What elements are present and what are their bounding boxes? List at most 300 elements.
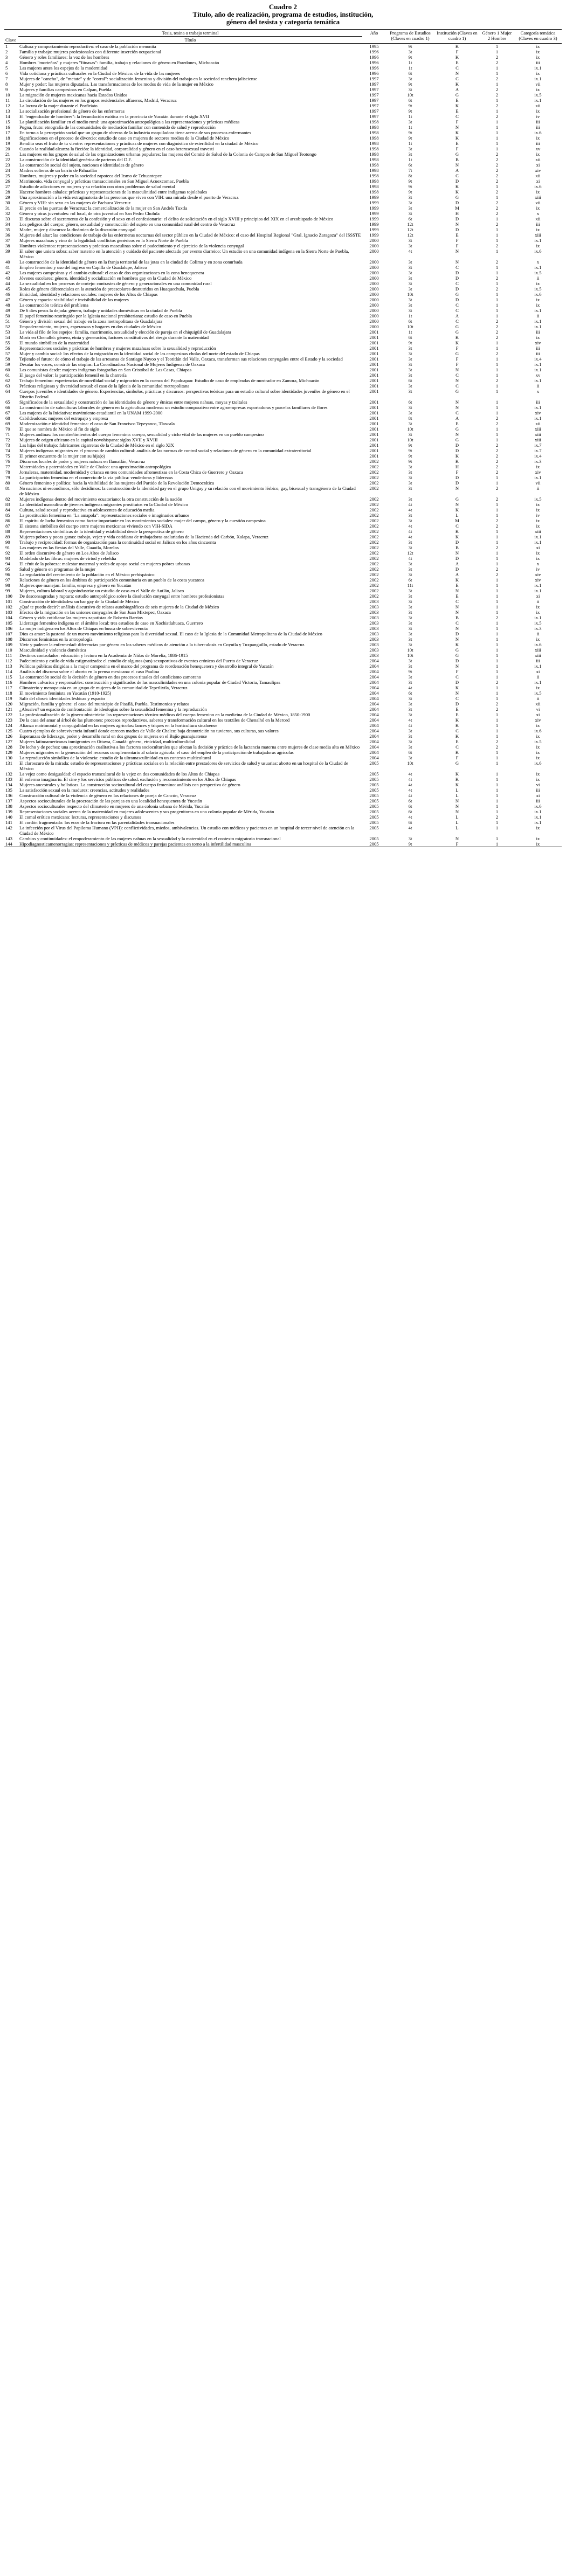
cell-institucion: K bbox=[455, 777, 459, 782]
table-body bbox=[4, 44, 562, 847]
table-row bbox=[4, 119, 562, 124]
cell-genero: 1 bbox=[495, 367, 499, 372]
cell-programa: 6t bbox=[408, 399, 412, 405]
cell-anio: 2004 bbox=[369, 701, 379, 707]
cell-anio: 1998 bbox=[369, 119, 379, 124]
cell-clave: 102 bbox=[5, 604, 12, 610]
table-row bbox=[4, 469, 562, 475]
cell-programa: 12t bbox=[407, 550, 413, 556]
cell-institucion: K bbox=[455, 529, 459, 534]
cell-clave: 88 bbox=[5, 529, 10, 534]
cell-clave: 78 bbox=[5, 469, 10, 475]
cell-institucion: N bbox=[455, 486, 459, 491]
cell-clave: 66 bbox=[5, 405, 10, 410]
table-row bbox=[4, 362, 562, 367]
cell-clave: 50 bbox=[5, 313, 10, 318]
cell-genero: 2 bbox=[495, 486, 499, 491]
cell-anio: 1998 bbox=[369, 135, 379, 141]
cell-programa: 9t bbox=[408, 81, 412, 87]
cell-clave: 97 bbox=[5, 577, 10, 583]
cell-anio: 2002 bbox=[369, 556, 379, 561]
cell-titulo: Morir en Chenalhó: género, etnia y generación, factores constitutivos del riesgo durante la maternidad bbox=[19, 335, 209, 340]
cell-clave: 105 bbox=[5, 620, 12, 626]
cell-titulo: Empleo femenino y uso del ingreso en Capilla de Guadalupe, Jalisco bbox=[19, 265, 147, 270]
cell-programa: 3t bbox=[408, 588, 412, 593]
header-anio: Año bbox=[362, 30, 386, 44]
cell-programa: 9t bbox=[386, 841, 434, 847]
cell-genero: 2 bbox=[495, 680, 499, 685]
cell-genero: 2 bbox=[495, 168, 499, 173]
cell-titulo: Hombres "morteños" y mujeres "fitnasas": familia, trabajo y relaciones de género en Paredones, Michoacán bbox=[19, 60, 219, 65]
cell-anio: 1999 bbox=[369, 221, 379, 227]
cell-institucion: N bbox=[455, 259, 459, 265]
cell-categoria: ix.6 bbox=[534, 760, 542, 766]
cell-anio: 1998 bbox=[369, 178, 379, 184]
cell-institucion: K bbox=[455, 54, 459, 60]
cell-categoria: ix.4 bbox=[534, 453, 542, 459]
cell-anio: 2003 bbox=[369, 599, 379, 604]
table-row bbox=[4, 448, 562, 453]
cell-titulo: De lecho y de pechos: una aproximación cualitativa a los factores socioculturales que afectan la decisión y práctica de la lactancia materna entre mujeres de clase media alta en México bbox=[19, 744, 360, 750]
table-row bbox=[4, 750, 562, 755]
cell-anio: 2001 bbox=[369, 399, 379, 405]
cell-clave: 40 bbox=[5, 259, 10, 265]
cell-institucion: L bbox=[455, 513, 459, 518]
cell-titulo: Cabildeadoras: mujeres del estropajo y empresa bbox=[19, 416, 108, 421]
cell-clave: 123 bbox=[5, 717, 12, 723]
cell-genero: 1 bbox=[495, 626, 499, 631]
cell-clave: 61 bbox=[5, 372, 10, 378]
cell-clave: 3 bbox=[5, 54, 8, 60]
cell-genero: 1 bbox=[495, 98, 499, 103]
table-row bbox=[4, 286, 562, 292]
cell-genero: 1 bbox=[495, 146, 499, 151]
cell-clave: 41 bbox=[5, 265, 10, 270]
cell-anio: 2002 bbox=[369, 529, 379, 534]
cell-programa: 7t bbox=[408, 168, 412, 173]
cell-genero: 2 bbox=[495, 87, 499, 92]
cell-institucion: F bbox=[455, 49, 459, 54]
cell-programa: 9t bbox=[408, 453, 412, 459]
cell-categoria: ii bbox=[536, 599, 540, 604]
table-row bbox=[4, 453, 562, 459]
cell-institucion: M bbox=[455, 518, 459, 523]
cell-programa: 1t bbox=[408, 60, 412, 65]
cell-institucion: K bbox=[455, 750, 459, 755]
cell-institucion: A bbox=[455, 168, 459, 173]
table-row bbox=[4, 610, 562, 615]
cell-programa: 4t bbox=[408, 523, 412, 529]
cell-genero: 1 bbox=[495, 636, 499, 642]
cell-anio: 2002 bbox=[369, 518, 379, 523]
cell-genero: 1 bbox=[495, 81, 499, 87]
cell-titulo: Construcción cultural de la violencia de género en las relaciones de pareja de Cancún, Veracruz bbox=[19, 793, 196, 798]
table-row bbox=[4, 825, 562, 836]
table-row bbox=[4, 496, 562, 502]
cell-programa: 3t bbox=[408, 297, 412, 302]
cell-titulo: El movimiento feminista en Yucatán (1910-1925) bbox=[19, 690, 112, 696]
cell-titulo: Mujeres que manejan: familia, empresa y género en Yucatán bbox=[19, 583, 132, 588]
cell-institucion: N bbox=[455, 610, 459, 615]
cell-titulo: Mujeres mazahuas y vino de la legalidad: conflictos genéricos en la Sierra Norte de Puebla bbox=[19, 238, 188, 243]
cell-titulo: El discurso sobre el sacramento de la confesión y el sexo en el confesionario: el delito de solicitación en el siglo XVIII y principios del XIX en el arzobispado de México bbox=[19, 216, 334, 221]
cell-programa: 3t bbox=[408, 636, 412, 642]
cell-clave: 109 bbox=[5, 642, 12, 647]
table-row bbox=[4, 195, 562, 200]
cell-institucion: K bbox=[455, 103, 459, 108]
cell-titulo: Cultura, salud sexual y reproductiva en adolescentes de educación media bbox=[19, 507, 155, 513]
cell-titulo: Efectos de la migración en las uniones conyugales de San Juan Mixtepec, Oaxaca bbox=[19, 610, 171, 615]
cell-clave: 86 bbox=[5, 518, 10, 523]
cell-institucion: D bbox=[455, 200, 459, 205]
cell-anio: 2004 bbox=[369, 669, 379, 674]
cell-clave: 31 bbox=[5, 205, 10, 211]
cell-titulo: Aspectos socioculturales de la procreación de las parejas en una localidad henequenera de Yucatán bbox=[19, 798, 202, 804]
cell-anio: 1999 bbox=[369, 205, 379, 211]
cell-genero: 1 bbox=[495, 631, 499, 636]
cell-institucion: F bbox=[455, 146, 459, 151]
cell-institucion: C bbox=[455, 523, 459, 529]
cell-clave: 140 bbox=[5, 814, 12, 820]
cell-programa: 1t bbox=[408, 313, 412, 318]
cell-institucion: L bbox=[455, 793, 459, 798]
cell-anio: 2000 bbox=[369, 318, 379, 324]
cell-institucion: D bbox=[455, 227, 459, 232]
cell-categoria: ix bbox=[536, 723, 540, 728]
cell-clave: 21 bbox=[5, 151, 10, 157]
cell-titulo: Mujer y poder: las mujeres diputadas. Las transformaciones de los modos de vida de la mujer en México bbox=[19, 81, 213, 87]
cell-titulo: Liderazgo femenino indígena en el ámbito local: tres estudios de caso en Xochistlahuaca, Guerrero bbox=[19, 620, 203, 626]
cell-institucion: A bbox=[455, 87, 459, 92]
cell-genero: 2 bbox=[495, 103, 499, 108]
cell-clave: 70 bbox=[5, 426, 10, 432]
cell-clave: 37 bbox=[5, 238, 10, 243]
cell-categoria: iii bbox=[536, 221, 540, 227]
cell-titulo: Mujeres ancestrales y holísticas. La construcción sociocultural del cuerpo femenino: análisis con perspectiva de género bbox=[19, 782, 240, 787]
table-row bbox=[4, 583, 562, 588]
cell-titulo: La construcción social de la decisión de género en dos procesos rituales del catolicismo zamorano bbox=[19, 674, 201, 680]
cell-institucion: F bbox=[455, 755, 459, 760]
header-clave: Clave bbox=[4, 30, 18, 44]
cell-anio: 1998 bbox=[369, 151, 379, 157]
cell-titulo: Trabajo y reciprocidad: formas de organización para la continuidad social en Jalisco en los años cincuenta bbox=[19, 539, 216, 545]
cell-genero: 1 bbox=[495, 550, 499, 556]
cell-anio: 2000 bbox=[369, 286, 379, 292]
cell-clave: 77 bbox=[5, 464, 10, 469]
cell-programa: 3t bbox=[408, 680, 412, 685]
cell-titulo: Discursos locales de poder y mujeres nahuas en Ilamatlán, Veracruz bbox=[19, 459, 146, 464]
cell-institucion: G bbox=[455, 329, 459, 335]
table-row bbox=[4, 184, 562, 189]
cell-titulo: ¿Qué te puedo decir?: análisis discursivo de relatos autobiográficos de seis mujeres de la Ciudad de México bbox=[19, 604, 219, 610]
cell-programa: 3t bbox=[408, 87, 412, 92]
cell-genero: 2 bbox=[495, 744, 499, 750]
cell-anio: 1997 bbox=[369, 87, 379, 92]
cell-clave: 44 bbox=[5, 281, 10, 286]
cell-titulo: Relaciones de género en los ámbitos de participación comunitaria en un pueblo de la costa yucateca bbox=[19, 577, 204, 583]
header-titulo: Título bbox=[18, 37, 362, 44]
table-row bbox=[4, 459, 562, 464]
cell-programa: 6t bbox=[408, 750, 412, 755]
cell-programa: 3t bbox=[408, 432, 412, 437]
cell-genero: 1 bbox=[495, 302, 499, 308]
table-row bbox=[4, 685, 562, 690]
cell-clave: 43 bbox=[5, 275, 10, 281]
cell-clave: 75 bbox=[5, 453, 10, 459]
cell-titulo: Mujeres migrantes en la generación del recursos complementario al salario agrícola: el caso del empleo de la participación de trabajadoras agrícolas bbox=[19, 750, 294, 755]
table-row bbox=[4, 405, 562, 410]
cell-titulo: La satisfacción sexual en la madurez: creencias, actitudes y realidades bbox=[19, 787, 149, 793]
table-row bbox=[4, 389, 562, 399]
cell-titulo: Género y vida cotidiana: las mujeres zapatistas de Roberto Barrios bbox=[19, 615, 143, 620]
cell-genero: 1 bbox=[495, 577, 499, 583]
table-row bbox=[4, 599, 562, 604]
cell-programa: 10t bbox=[407, 324, 413, 329]
cell-genero: 1 bbox=[495, 836, 499, 841]
cell-categoria: xi bbox=[536, 793, 540, 798]
cell-titulo: La vida al filo de los espejos: familia, matrimonio, sexualidad y elección de pareja en el chiquigüil de Guadalajara bbox=[19, 329, 231, 335]
cell-anio: 2003 bbox=[369, 631, 379, 636]
cell-clave: 13 bbox=[5, 108, 10, 114]
cell-clave: 91 bbox=[5, 545, 10, 550]
cell-anio: 2005 bbox=[369, 804, 379, 809]
cell-categoria: vi bbox=[536, 782, 540, 787]
cell-categoria: ix.1 bbox=[534, 367, 542, 372]
cell-genero: 2 bbox=[495, 318, 499, 324]
cell-institucion: K bbox=[455, 81, 459, 87]
cell-titulo: Familia y trabajo: mujeres profesionales con diferente inserción ocupacional bbox=[19, 49, 161, 54]
cell-titulo: El que se nombra de México al fin de siglo bbox=[19, 426, 99, 432]
cell-genero: 1 bbox=[495, 313, 499, 318]
cell-programa: 3t bbox=[408, 728, 412, 733]
cell-programa: 3t bbox=[408, 200, 412, 205]
cell-clave: 17 bbox=[5, 130, 10, 135]
cell-anio: 2002 bbox=[369, 572, 379, 577]
cell-programa: 9t bbox=[408, 184, 412, 189]
cell-titulo: Discursos feministas en la antropología bbox=[19, 636, 93, 642]
cell-anio: 2000 bbox=[369, 313, 379, 318]
cell-categoria: ix.1 bbox=[534, 475, 542, 480]
cell-programa: 3t bbox=[408, 739, 412, 744]
cell-genero: 1 bbox=[495, 507, 499, 513]
cell-genero: 2 bbox=[495, 114, 499, 119]
table-row bbox=[4, 292, 562, 297]
cell-genero: 1 bbox=[495, 124, 499, 130]
cell-programa: 4t bbox=[408, 787, 412, 793]
cell-titulo: Mujeres latinoamericanas inmigrantes en Ottawa, Canadá: género, etnicidad, multiculturalidad bbox=[19, 739, 195, 744]
cell-anio: 2003 bbox=[369, 626, 379, 631]
cell-genero: 2 bbox=[495, 496, 499, 502]
cell-institucion: K bbox=[455, 507, 459, 513]
cell-anio: 1997 bbox=[369, 103, 379, 108]
cell-genero: 2 bbox=[495, 329, 499, 335]
cell-titulo: La socialización profesional de género de las enfermeras bbox=[19, 108, 125, 114]
cell-genero: 2 bbox=[495, 189, 499, 195]
cell-titulo: Madres solteras de un barrio de Pahuatlán bbox=[19, 168, 98, 173]
cell-clave: 128 bbox=[5, 744, 12, 750]
cell-titulo: Cambios y continuidades: el empoderamiento de las mujeres nahuas en la sexualidad y la maternidad en el contexto migratorio transnacional bbox=[19, 836, 281, 841]
cell-clave: 141 bbox=[5, 820, 12, 825]
cell-titulo: Matrimonio, vida conyugal y prácticas transaccionales en San Miguel Acuexcomac, Puebla bbox=[19, 178, 189, 184]
cell-institucion: G bbox=[455, 496, 459, 502]
cell-programa: 3t bbox=[408, 701, 412, 707]
cell-categoria: ix bbox=[536, 636, 540, 642]
cell-categoria: ix bbox=[536, 755, 540, 760]
table-row bbox=[4, 302, 562, 308]
cell-institucion: B bbox=[455, 615, 459, 620]
cell-programa: 3t bbox=[408, 593, 412, 599]
cell-institucion: D bbox=[455, 566, 459, 572]
table-row bbox=[4, 798, 562, 804]
cell-clave: 81 bbox=[5, 486, 10, 491]
cell-categoria: ix.1 bbox=[534, 98, 542, 103]
cell-anio: 2005 bbox=[369, 820, 379, 825]
cell-clave: 124 bbox=[5, 723, 12, 728]
table-row bbox=[4, 146, 562, 151]
cell-clave: 90 bbox=[5, 539, 10, 545]
cell-clave: 51 bbox=[5, 318, 10, 324]
cell-programa: 3t bbox=[408, 604, 412, 610]
cell-genero: 2 bbox=[495, 701, 499, 707]
cell-categoria: ix.6 bbox=[534, 642, 542, 647]
cell-genero: 1 bbox=[495, 658, 499, 663]
cell-anio: 1996 bbox=[369, 49, 379, 54]
cell-anio: 2005 bbox=[369, 760, 379, 766]
cell-categoria: xiv bbox=[535, 717, 541, 723]
cell-anio: 2001 bbox=[369, 448, 379, 453]
cell-programa: 4t bbox=[408, 717, 412, 723]
cell-institucion: E bbox=[455, 583, 459, 588]
cell-genero: 2 bbox=[495, 60, 499, 65]
cell-categoria: vii bbox=[535, 200, 541, 205]
cell-anio: 2005 bbox=[369, 836, 379, 841]
cell-programa: 4t bbox=[408, 507, 412, 513]
cell-categoria: xii bbox=[535, 216, 541, 221]
cell-institucion: L bbox=[455, 825, 459, 830]
cell-anio: 1998 bbox=[369, 130, 379, 135]
cell-anio: 2005 bbox=[369, 782, 379, 787]
cell-anio: 1996 bbox=[369, 71, 379, 76]
cell-programa: 3t bbox=[408, 265, 412, 270]
cell-anio: 2001 bbox=[369, 367, 379, 372]
cell-programa: 12t bbox=[407, 221, 413, 227]
cell-programa: 9t bbox=[408, 108, 412, 114]
cell-titulo: Maternidades y paternidades en Valle de Chalco: una aproximación antropológica bbox=[19, 464, 171, 469]
table-row bbox=[4, 728, 562, 733]
cell-clave: 113 bbox=[5, 663, 12, 669]
cell-programa: 4t bbox=[408, 814, 412, 820]
cell-anio: 2002 bbox=[369, 469, 379, 475]
cell-clave: 119 bbox=[5, 696, 12, 701]
cell-clave: 96 bbox=[5, 572, 10, 577]
cell-clave: 84 bbox=[5, 507, 10, 513]
cell-institucion: K bbox=[455, 335, 459, 340]
cell-titulo: Vida cotidiana y prácticas culturales en la Ciudad de México: de la vida de las mujeres bbox=[19, 71, 181, 76]
cell-anio: 2000 bbox=[369, 302, 379, 308]
cell-anio: 2001 bbox=[369, 405, 379, 410]
cell-anio: 2005 bbox=[369, 787, 379, 793]
cell-anio: 2002 bbox=[369, 534, 379, 539]
cell-programa: 12t bbox=[407, 227, 413, 232]
table-row bbox=[4, 178, 562, 184]
cell-programa: 3t bbox=[408, 486, 412, 491]
cell-clave: 63 bbox=[5, 383, 10, 389]
cell-anio: 2005 bbox=[362, 841, 386, 847]
cell-genero: 1 bbox=[495, 717, 499, 723]
cell-anio: 2000 bbox=[369, 297, 379, 302]
cell-clave: 4 bbox=[5, 60, 8, 65]
cell-clave: 25 bbox=[5, 173, 10, 178]
cell-anio: 2002 bbox=[369, 459, 379, 464]
cell-titulo: Las mujeres en las fiestas del Valle, Cuautla, Morelos bbox=[19, 545, 119, 550]
cell-programa: 3t bbox=[408, 674, 412, 680]
cell-anio: 2002 bbox=[369, 561, 379, 566]
cell-institucion: N bbox=[455, 502, 459, 507]
cell-titulo: El cordón fragmentado: los ecos de la fractura en las parentalidades transnacionales bbox=[19, 820, 175, 825]
cell-anio: 2000 bbox=[369, 270, 379, 275]
cell-genero: 1 bbox=[495, 647, 499, 653]
cell-titulo: La construcción teórica del problema bbox=[19, 302, 88, 308]
cell-institucion: C bbox=[455, 281, 459, 286]
cell-categoria: ix bbox=[536, 685, 540, 690]
table-row bbox=[4, 836, 562, 841]
cell-institucion: F bbox=[455, 669, 459, 674]
cell-genero: 1 bbox=[495, 755, 499, 760]
cell-anio: 2002 bbox=[369, 577, 379, 583]
cell-genero: 1 bbox=[495, 345, 499, 351]
cell-genero: 1 bbox=[495, 620, 499, 626]
cell-programa: 3t bbox=[408, 356, 412, 362]
cell-clave: 138 bbox=[5, 804, 12, 809]
cell-categoria: ix.1 bbox=[534, 318, 542, 324]
cell-titulo: Representaciones sociales y prácticas de hombres y mujeres mazahuas sobre la sexualidad y reproducción bbox=[19, 345, 216, 351]
cell-anio: 2004 bbox=[369, 739, 379, 744]
cell-titulo: Construcción de identidades: un bar gay de la Ciudad de México bbox=[19, 599, 140, 604]
cell-institucion: D bbox=[455, 275, 459, 281]
cell-genero: 1 bbox=[495, 798, 499, 804]
cell-programa: 3t bbox=[408, 243, 412, 248]
cell-clave: 87 bbox=[5, 523, 10, 529]
cell-institucion: K bbox=[455, 642, 459, 647]
cell-categoria: ix.1 bbox=[534, 65, 542, 71]
header-programa: Programa de Estudios (Claves en cuadro 1) bbox=[386, 30, 434, 44]
cell-genero: 1 bbox=[495, 308, 499, 313]
cell-genero: 2 bbox=[495, 76, 499, 81]
cell-programa: 3t bbox=[408, 518, 412, 523]
cell-titulo: La mujer indígena en los Altos de Chiapas en busca de sobrevivencia bbox=[19, 626, 148, 631]
cell-categoria: x bbox=[536, 259, 540, 265]
cell-programa: 6t bbox=[408, 378, 412, 383]
cell-programa: 3t bbox=[408, 836, 412, 841]
cell-titulo: Modernización e identidad femenina: el caso de San Francisco Tepeyanco, Tlaxcala bbox=[19, 421, 175, 426]
cell-clave: 100 bbox=[5, 593, 12, 599]
cell-institucion: C bbox=[455, 318, 459, 324]
cell-titulo: Género y roles familiares: la voz de los hombres bbox=[19, 54, 109, 60]
cell-institucion: K bbox=[455, 782, 459, 787]
cell-institucion: E bbox=[455, 593, 459, 599]
cell-anio: 2002 bbox=[369, 475, 379, 480]
cell-titulo: ¿Abusivo? un espacio de confrontación de ideologías sobre la sexualidad femenina y la reproducción bbox=[19, 707, 207, 712]
cell-titulo: La planificación familiar en el medio rural: una aproximación antropológica a las representaciones y prácticas médicas bbox=[19, 119, 240, 124]
table-row bbox=[4, 356, 562, 362]
cell-anio: 2002 bbox=[369, 513, 379, 518]
cell-titulo: Empoderamiento, mujeres, esperanzas y hogares en dos ciudades de México bbox=[19, 324, 161, 329]
table-row bbox=[4, 351, 562, 356]
cell-anio: 1998 bbox=[369, 162, 379, 168]
caption-title-line-2: género del tesista y categoría temática bbox=[226, 18, 340, 26]
cell-clave: 115 bbox=[5, 674, 12, 680]
cell-categoria: ix.6 bbox=[534, 804, 542, 809]
